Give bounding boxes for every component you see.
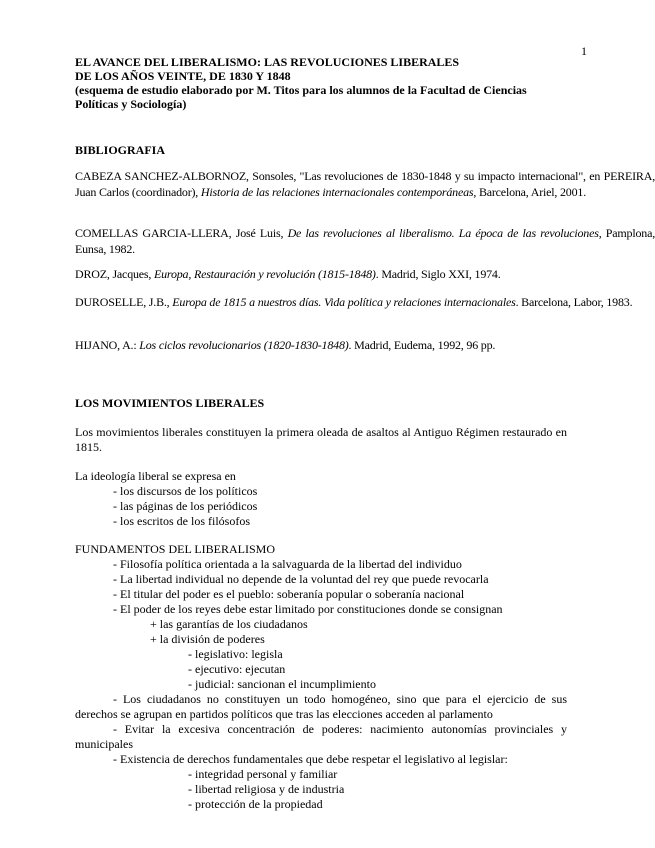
- bib-entry-book-title: Los ciclos revolucionarios (1820-1830-1848): [139, 338, 349, 352]
- list-item: - las páginas de los periódicos: [113, 499, 258, 513]
- bib-entry-book-title: Historia de las relaciones internacionales contemporáneas: [200, 185, 474, 199]
- existencia-item: - Existencia de derechos fundamentales que debe respetar el legislativo al legislar:: [113, 752, 508, 766]
- title-line-2: DE LOS AÑOS VEINTE, DE 1830 Y 1848: [75, 69, 291, 83]
- ideologia-intro: La ideología liberal se expresa en: [75, 469, 236, 483]
- movimientos-intro: Los movimientos liberales constituyen la primera oleada de asaltos al Antiguo Régimen restaurado en 1815.: [75, 425, 567, 454]
- bib-entry-text: DROZ, Jacques,: [75, 267, 154, 281]
- page-number: 1: [581, 44, 587, 58]
- list-item: - El titular del poder es el pueblo: soberanía popular o soberanía nacional: [113, 587, 465, 601]
- bib-entry: [75, 266, 655, 282]
- poder-item: - ejecutivo: ejecutan: [188, 662, 286, 676]
- bib-entry-publisher: . Madrid, Eudema, 1992, 96 pp.: [348, 338, 496, 352]
- list-item: - La libertad individual no depende de la voluntad del rey que puede revocarla: [113, 572, 489, 586]
- bibliography-heading: BIBLIOGRAFIA: [75, 143, 166, 157]
- title-line-4: Políticas y Sociología): [75, 97, 187, 111]
- document-title: [75, 55, 595, 111]
- bib-entry-publisher: . Barcelona, Labor, 1983.: [515, 295, 633, 309]
- derecho-item: - libertad religiosa y de industria: [188, 782, 345, 796]
- movimientos-heading: LOS MOVIMIENTOS LIBERALES: [75, 396, 265, 410]
- bib-entry-book-title: Europa, Restauración y revolución (1815-1848): [154, 267, 376, 281]
- title-line-1: EL AVANCE DEL LIBERALISMO: LAS REVOLUCIONES LIBERALES: [75, 55, 460, 69]
- poder-item: - legislativo: legisla: [188, 647, 283, 661]
- bib-entry: [75, 337, 655, 353]
- bib-entry: [75, 294, 655, 310]
- sub-list-item: + las garantías de los ciudadanos: [150, 617, 308, 631]
- bib-entry-book-title: De las revoluciones al liberalismo. La época de las revoluciones: [287, 226, 599, 240]
- list-item: - El poder de los reyes debe estar limitado por constituciones donde se consignan: [113, 602, 503, 616]
- bib-entry-publisher: . Madrid, Siglo XXI, 1974.: [375, 267, 501, 281]
- evitar-paragraph: - Evitar la excesiva concentración de poderes: nacimiento autonomías provinciales y municipales: [75, 722, 567, 751]
- poder-item: - judicial: sancionan el incumplimiento: [188, 677, 376, 691]
- derecho-item: - integridad personal y familiar: [188, 767, 338, 781]
- ciudadanos-paragraph: - Los ciudadanos no constituyen un todo homogéneo, sino que para el ejercicio de sus derechos se agrupan en partidos políticos que tras las elecciones acceden al parlamento: [75, 692, 567, 721]
- bib-entry-publisher: , Pamplona, Eunsa, 1982.: [75, 226, 655, 256]
- list-item: - los discursos de los políticos: [113, 484, 258, 498]
- list-item: - los escritos de los filósofos: [113, 514, 250, 528]
- bib-entry: [75, 168, 655, 200]
- fundamentos-heading: FUNDAMENTOS DEL LIBERALISMO: [75, 542, 276, 556]
- sub-list-item: + la división de poderes: [150, 632, 265, 646]
- bib-entry-publisher: , Barcelona, Ariel, 2001.: [473, 185, 586, 199]
- derecho-item: - protección de la propiedad: [188, 797, 323, 811]
- bib-entry-text: HIJANO, A.:: [75, 338, 140, 352]
- bib-entry-text: COMELLAS GARCIA-LLERA, José Luis,: [75, 226, 288, 240]
- title-line-3: (esquema de estudio elaborado por M. Titos para los alumnos de la Facultad de Ciencias: [75, 83, 527, 97]
- bib-entry-text: DUROSELLE, J.B.,: [75, 295, 173, 309]
- bib-entry: [75, 225, 655, 257]
- bib-entry-text: CABEZA SANCHEZ-ALBORNOZ, Sonsoles, "Las revoluciones de 1830-1848 y su impacto internacional", en PEREIRA, Juan Carlos (coordinador),: [75, 169, 655, 199]
- bib-entry-book-title: Europa de 1815 a nuestros días. Vida política y relaciones internacionales: [172, 295, 516, 309]
- list-item: - Filosofía política orientada a la salvaguarda de la libertad del individuo: [113, 557, 462, 571]
